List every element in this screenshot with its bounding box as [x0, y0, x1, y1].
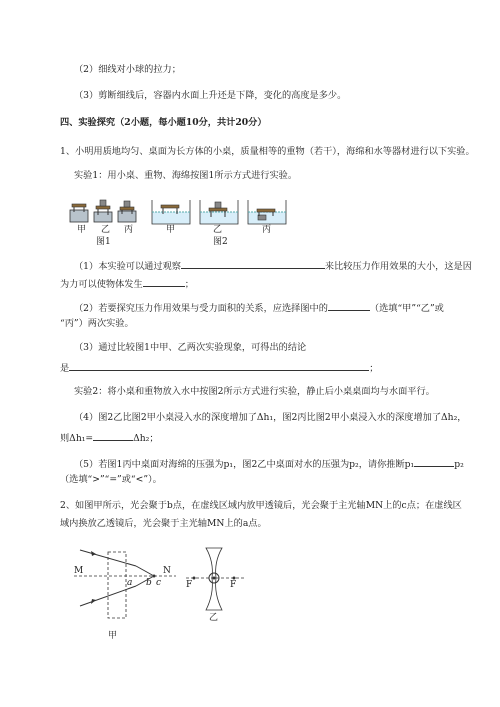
fig2-label-jia: 甲 — [166, 225, 176, 235]
q1-part5 — [74, 456, 464, 471]
figure-lens-yi — [184, 546, 248, 618]
q1-part4-text-b: 则Δh₁= — [60, 433, 94, 444]
q1-part1 — [74, 258, 472, 273]
q1-part1-text-a: （1）本实验可以通过观察 — [74, 261, 181, 272]
q1-part1-text-b: 来比较压力作用效果的大小，这是因 — [324, 261, 472, 272]
fig2-caption: 图2 — [213, 237, 228, 247]
q1-part3: （3）通过比较图1中甲、乙两次实验现象，可得出的结论 — [74, 342, 307, 353]
fig2-label-bing: 丙 — [262, 225, 272, 235]
q1-part5-text-b: p₂ — [454, 459, 464, 470]
q1-part1-text-c: 为力可以使物体发生 — [60, 279, 143, 290]
q1-part4-cont — [60, 430, 159, 445]
q1-part5-cont: （选填“>”“=”或“<”）。 — [60, 474, 162, 485]
figure-lens-jia — [70, 546, 180, 626]
q1-part3-blank[interactable] — [69, 360, 369, 371]
q1-stem: 1、小明用质地均匀、桌面为长方体的小桌，质量相等的重物（若干），海绵和水等器材进行以下实验。 — [60, 146, 475, 157]
figA-label-b: b — [146, 578, 152, 588]
figB-caption: 乙 — [209, 613, 219, 623]
q1-part1-blank-2[interactable] — [143, 276, 185, 287]
q2-line-2: 域内换放乙透镜后，光会聚于主光轴MN上的a点。 — [60, 518, 267, 529]
q1-part5-blank[interactable] — [414, 456, 454, 467]
prev-item-2: （2）细线对小球的拉力； — [74, 64, 181, 75]
figA-label-c: c — [156, 578, 162, 588]
fig1-caption: 图1 — [96, 237, 111, 247]
q1-part3-text-b: 是 — [60, 363, 70, 374]
q1-part4-blank[interactable] — [93, 430, 133, 441]
figB-label-F1: F — [186, 580, 193, 590]
q1-exp2: 实验2：将小桌和重物放入水中按图2所示方式进行实验，静止后小桌桌面均与水面平行。 — [74, 386, 435, 397]
fig1-label-yi: 乙 — [101, 225, 111, 235]
q1-part2-text-a: （2）若要探究压力作用效果与受力面积的关系，应选择图中的 — [74, 303, 328, 314]
q2-line-1: 2、如图甲所示，光会聚于b点，在虚线区域内放甲透镜后，光会聚于主光轴MN上的c点；在虚线区 — [60, 500, 462, 511]
q1-exp1: 实验1：用小桌、重物、海绵按图1所示方式进行实验。 — [74, 170, 298, 181]
q1-part3-cont — [60, 360, 378, 375]
q1-part1-cont — [60, 276, 194, 291]
figB-label-F2: F — [230, 580, 237, 590]
q1-part2-text-b: （选填“甲”“乙”或 — [369, 303, 444, 314]
prev-item-3: （3）剪断细线后，容器内水面上升还是下降，变化的高度是多少。 — [74, 90, 347, 101]
figA-label-M: M — [74, 566, 84, 576]
figA-label-N: N — [163, 566, 171, 576]
fig1-label-jia: 甲 — [77, 225, 87, 235]
figA-label-a: a — [127, 578, 133, 588]
q1-part2-blank[interactable] — [328, 300, 370, 311]
figA-caption: 甲 — [108, 631, 118, 641]
q1-part3-text-c: ； — [369, 363, 379, 374]
q1-part2-cont: “丙”）两次实验。 — [60, 318, 134, 329]
q1-part4: （4）图2乙比图2甲小桌浸入水的深度增加了Δh₁，图2丙比图2甲小桌浸入水的深度增加了Δh₂， — [74, 412, 467, 423]
q1-part1-text-d: ； — [184, 279, 194, 290]
fig1-label-bing: 丙 — [124, 225, 134, 235]
q1-part2 — [74, 300, 444, 315]
fig2-label-yi: 乙 — [213, 225, 223, 235]
section-title: 四、实验探究（2小题，每小题10分，共计20分） — [60, 117, 267, 128]
q1-part1-blank-1[interactable] — [181, 258, 325, 269]
q1-part5-text-a: （5）若图1丙中桌面对海绵的压强为p₁，图2乙中桌面对水的压强为p₂，请你推断p₁ — [74, 459, 415, 470]
q1-part4-text-c: Δh₂； — [133, 433, 159, 444]
